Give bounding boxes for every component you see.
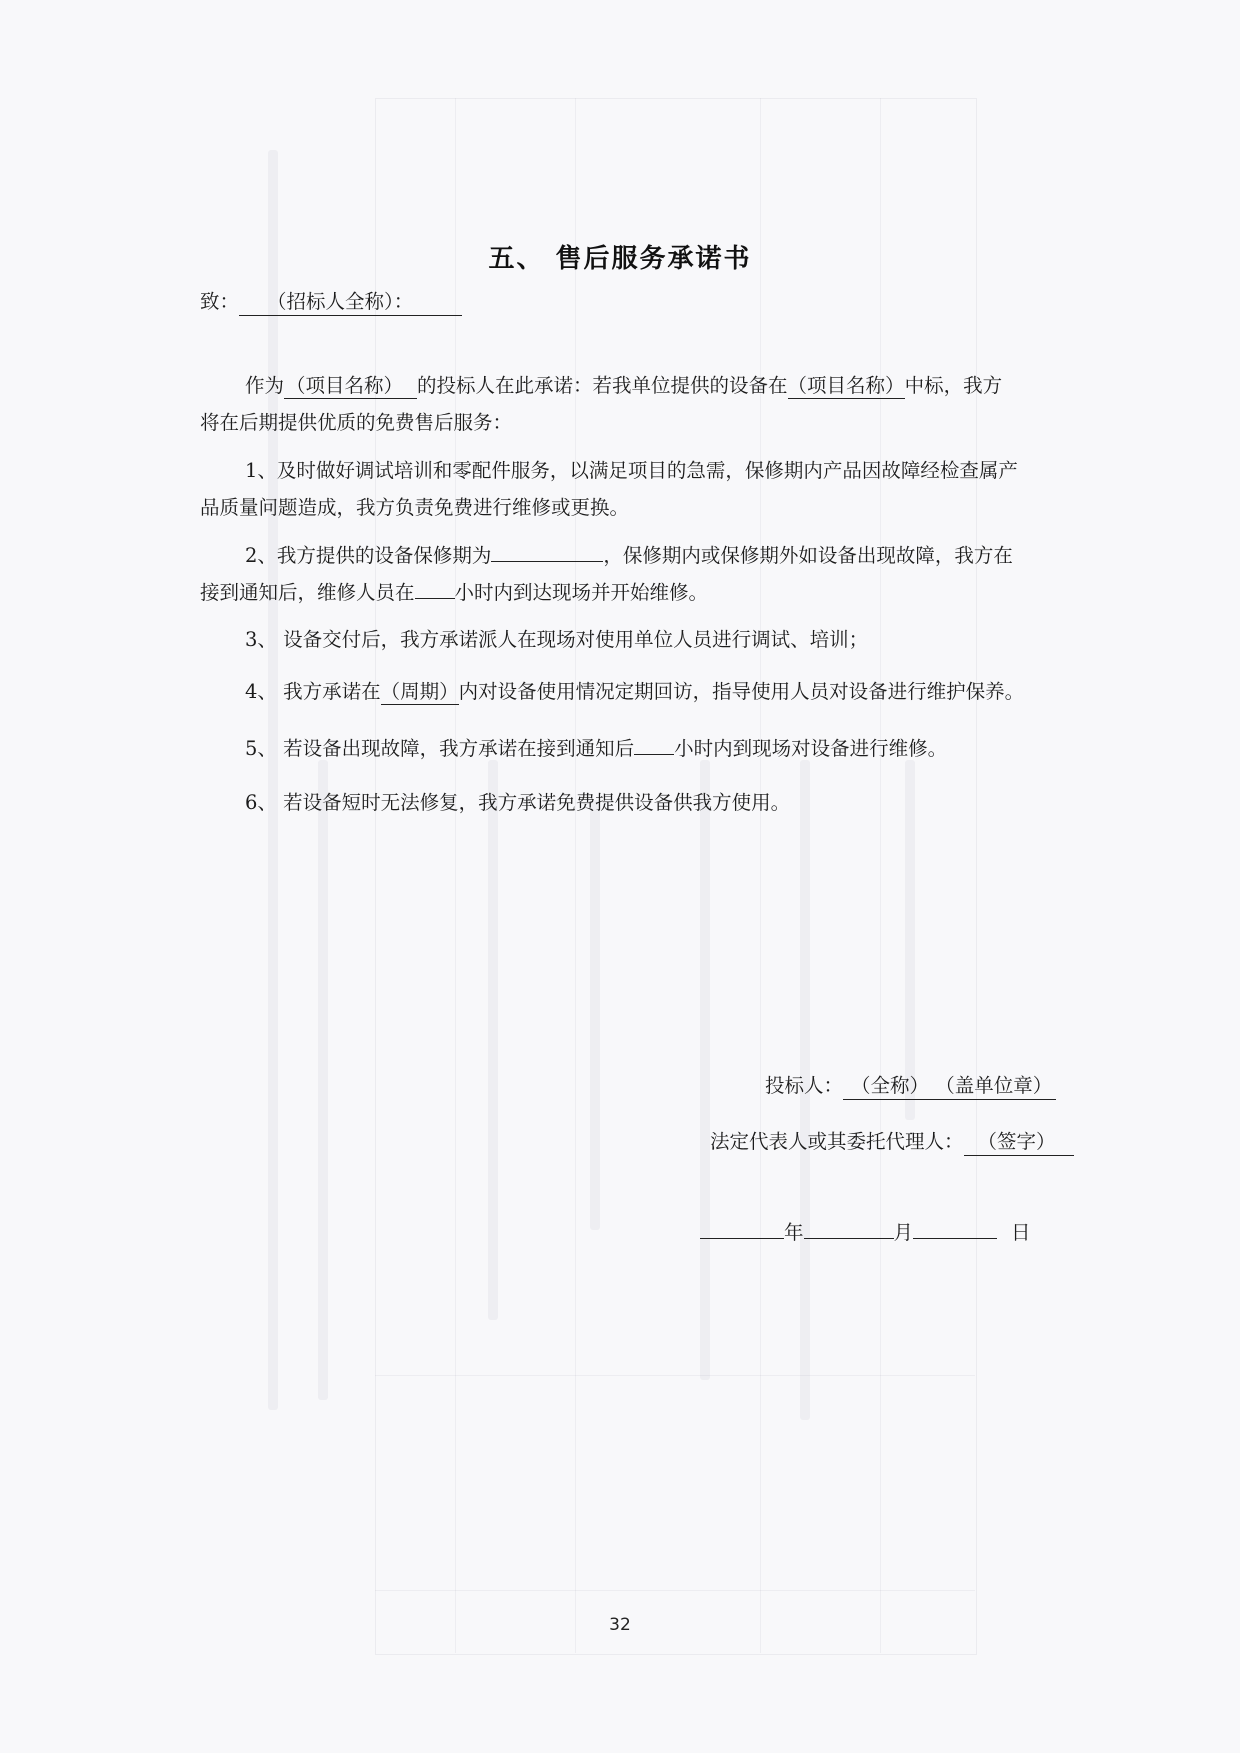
intro-line-1: [245, 370, 1002, 398]
bleed-through-text: [905, 760, 915, 1120]
project-name-field: （项目名称）: [787, 374, 905, 397]
bleed-through-line: [375, 1375, 975, 1376]
onsite-hours-blank: [634, 734, 674, 755]
bleed-through-frame: [375, 98, 977, 1655]
bleed-through-line: [375, 1590, 975, 1591]
bidder-label: 投标人：: [765, 1074, 844, 1097]
month-blank: [804, 1218, 894, 1239]
intro-text: 的投标人在此承诺：若我单位提供的设备在: [417, 374, 788, 397]
response-hours-blank: [415, 578, 455, 599]
bidder-value: （全称） （盖单位章）: [843, 1070, 1056, 1100]
intro-line-2: 将在后期提供优质的免费售后服务：: [200, 411, 513, 434]
item-2-text: 小时内到达现场并开始维修。: [454, 581, 709, 604]
year-blank: [700, 1218, 784, 1239]
bleed-through-text: [488, 760, 498, 1320]
intro-text: 作为: [245, 374, 285, 397]
bleed-through-text: [700, 760, 710, 1380]
addressee-label: 致：: [200, 290, 240, 313]
item-4-text: 内对设备使用情况定期回访，指导使用人员对设备进行维护保养。: [458, 680, 1025, 703]
page-number: 32: [609, 1615, 631, 1635]
day-blank: [913, 1218, 997, 1239]
representative-label: 法定代表人或其委托代理人：: [710, 1130, 964, 1153]
bleed-through-line: [575, 98, 576, 1653]
bleed-through-text: [318, 760, 328, 1400]
bleed-through-line: [880, 98, 881, 1653]
item-2-text: 2、我方提供的设备保修期为: [245, 544, 492, 567]
bleed-through-text: [590, 800, 600, 1230]
item-4-text: 4、 我方承诺在: [245, 680, 381, 703]
item-2-text: ，保修期内或保修期外如设备出现故障，我方在: [603, 544, 1013, 567]
bleed-through-line: [455, 98, 456, 1653]
intro-text: 中标，我方: [904, 374, 1003, 397]
representative-signature: （签字）: [964, 1126, 1074, 1156]
item-1-line-2: 品质量问题造成，我方负责免费进行维修或更换。: [200, 496, 630, 519]
day-label: 日: [1011, 1221, 1031, 1244]
item-5-text: 5、 若设备出现故障，我方承诺在接到通知后: [245, 737, 635, 760]
item-1-line-1: 1、及时做好调试培训和零配件服务，以满足项目的急需，保修期内产品因故障经检查属产: [245, 459, 1018, 482]
bleed-through-text: [268, 150, 278, 1410]
item-2-line-2: [200, 577, 708, 605]
month-label: 月: [893, 1221, 914, 1244]
item-3: 3、 设备交付后，我方承诺派人在现场对使用单位人员进行调试、培训；: [245, 628, 869, 651]
representative-line: [710, 1126, 1074, 1156]
addressee-line: [200, 286, 462, 316]
warranty-period-blank: [491, 541, 603, 562]
item-5: [245, 733, 947, 761]
visit-period-field: （周期）: [380, 680, 459, 703]
item-5-text: 小时内到现场对设备进行维修。: [674, 737, 948, 760]
year-label: 年: [784, 1221, 804, 1244]
item-6: 6、 若设备短时无法修复，我方承诺免费提供设备供我方使用。: [245, 791, 791, 814]
project-name-field: （项目名称）: [284, 374, 417, 399]
item-2-text: 接到通知后，维修人员在: [200, 581, 415, 604]
document-title: 五、 售后服务承诺书: [488, 244, 752, 274]
bidder-line: [765, 1070, 1056, 1100]
item-4: [245, 676, 1024, 704]
bleed-through-line: [760, 98, 761, 1653]
date-line: [700, 1217, 1031, 1245]
item-2-line-1: [245, 540, 1013, 568]
addressee-value: （招标人全称）：: [239, 286, 462, 316]
